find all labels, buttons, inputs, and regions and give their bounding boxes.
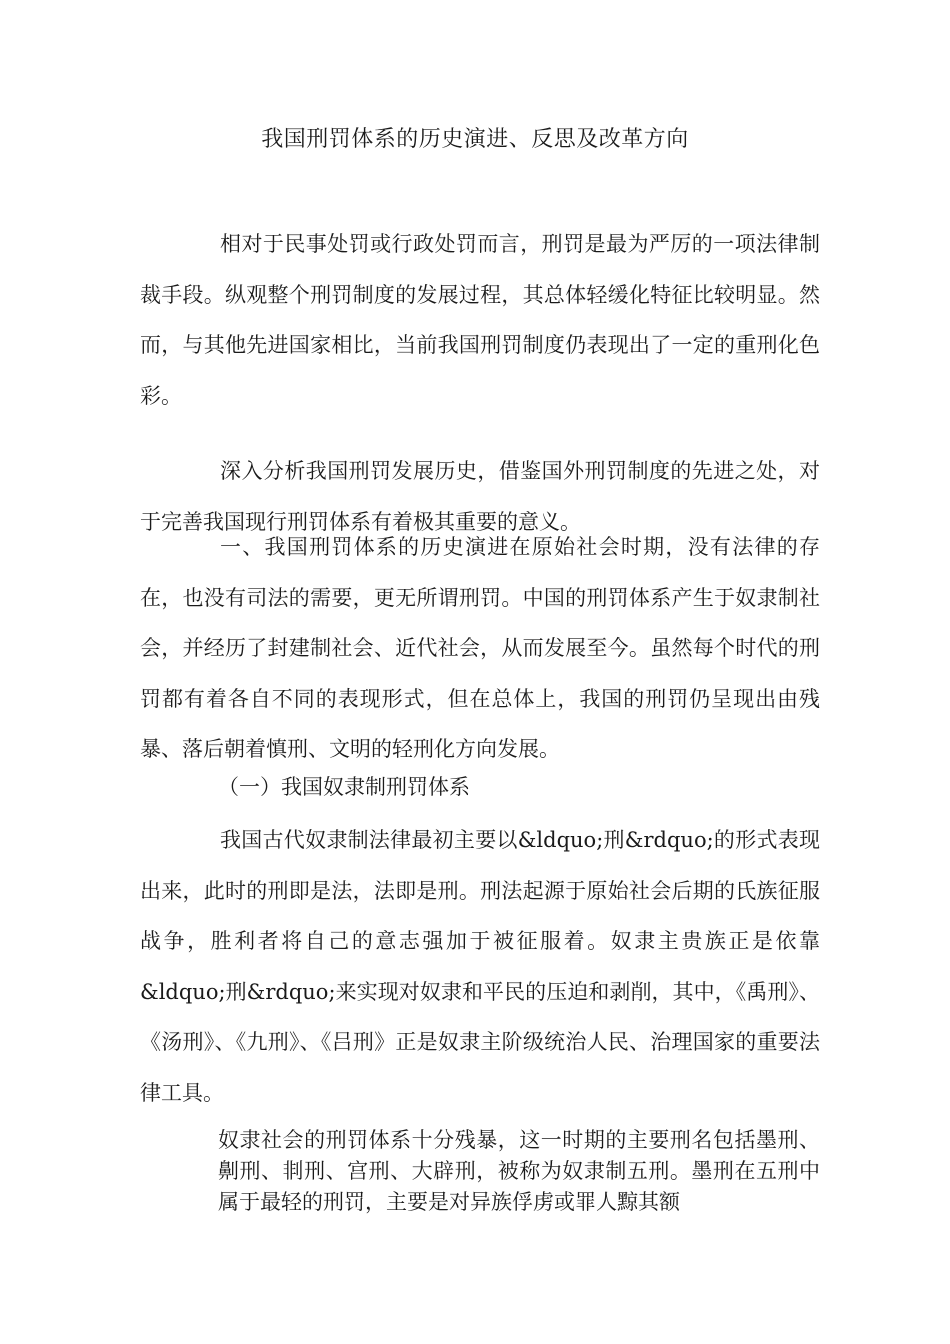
- paragraph-significance: 深入分析我国刑罚发展历史，借鉴国外刑罚制度的先进之处，对于完善我国现行刑罚体系有着极其重要的意义。: [140, 459, 820, 534]
- paragraph-history: 一、我国刑罚体系的历史演进在原始社会时期，没有法律的存在，也没有司法的需要，更无所谓刑罚。中国的刑罚体系产生于奴隶制社会，并经历了封建制社会、近代社会，从而发展至今。虽然每个时代的刑罚都有着各自不同的表现形式，但在总体上，我国的刑罚仍呈现出由残暴、落后朝着慎刑、文明的轻刑化方向发展。: [140, 535, 820, 761]
- document-title: 我国刑罚体系的历史演进、反思及改革方向: [261, 127, 689, 152]
- paragraph-slavery-law: 我国古代奴隶制法律最初主要以&ldquo;刑&rdquo;的形式表现出来，此时的刑即是法，法即是刑。刑法起源于原始社会后期的氏族征服战争，胜利者将自己的意志强加于被征服着。奴隶主贵族正是依靠&ldquo;刑&rdquo;来实现对奴隶和平民的压迫和剥削，其中，《禹刑》、《汤刑》、《九刑》、《吕刑》正是奴隶主阶级统治人民、治理国家的重要法律工具。: [140, 828, 820, 1105]
- paragraph-five-punishments: 奴隶社会的刑罚体系十分残暴，这一时期的主要刑名包括墨刑、劓刑、剕刑、宫刑、大辟刑，被称为奴隶制五刑。墨刑在五刑中属于最轻的刑罚，主要是对异族俘虏或罪人黥其额: [218, 1128, 820, 1214]
- paragraph-intro: 相对于民事处罚或行政处罚而言，刑罚是最为严厉的一项法律制裁手段。纵观整个刑罚制度的发展过程，其总体轻缓化特征比较明显。然而，与其他先进国家相比，当前我国刑罚制度仍表现出了一定的重刑化色彩。: [140, 232, 820, 408]
- section-heading: （一）我国奴隶制刑罚体系: [218, 775, 470, 799]
